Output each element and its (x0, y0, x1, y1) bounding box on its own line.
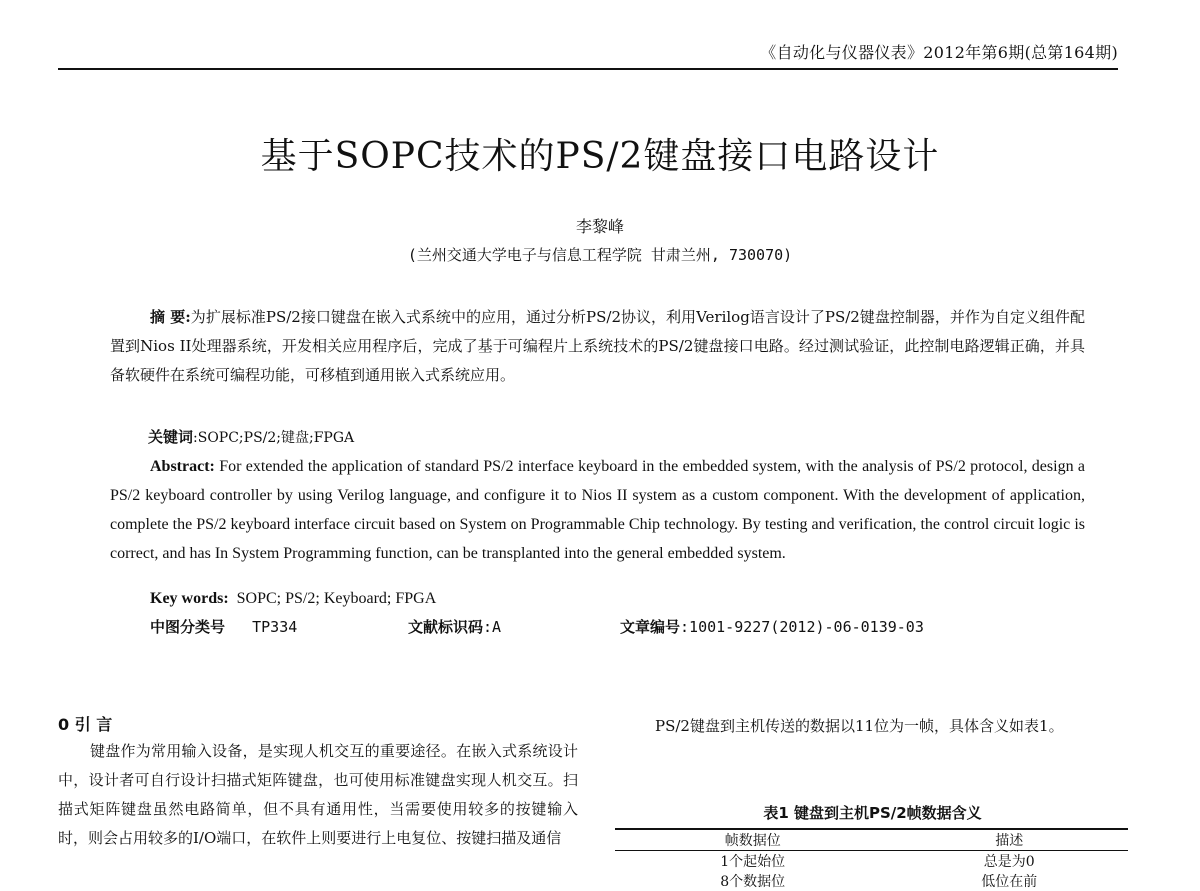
doc-label: 文献标识码 (408, 618, 484, 636)
abstract-cn-text: 为扩展标准PS/2接口键盘在嵌入式系统中的应用，通过分析PS/2协议，利用Verilog语言设计了PS/2键盘控制器，并作为自定义组件配置到Nios II处理器系统，开发相关应用程序后，完成了基于可编程片上系统技术的PS/2键盘接口电路。经过测试验证，此控制电路逻辑正确，并具备软硬件在系统可编程功能，可移植到通用嵌入式系统应用。 (110, 308, 1085, 384)
abstract-en-text: For extended the application of standard PS/2 interface keyboard in the embedded system, with the analysis of PS/2 protocol, design a PS/2 keyboard controller by using Verilog language, and configure it to Nios II system as a custom component. With the development of application, complete the PS/2 keyboard interface circuit based on System on Programmable Chip technology. By testing and verification, the control circuit logic is correct, and has In System Programming function, can be transplanted into the general embedded system. (110, 458, 1086, 562)
article-number (620, 616, 924, 637)
keywords-en (150, 590, 436, 608)
right-paragraph: PS/2键盘到主机传送的数据以11位为一帧，具体含义如表1。 (655, 717, 1064, 735)
table-header-row (615, 829, 1128, 851)
article-value: :1001-9227(2012)-06-0139-03 (680, 618, 924, 636)
table-header-cell: 帧数据位 (724, 833, 781, 849)
abstract-cn-label: 摘 要: (150, 308, 191, 326)
table-cell: 总是为0 (983, 854, 1035, 870)
table-header-cell: 描述 (995, 833, 1024, 849)
affiliation: (兰州交通大学电子与信息工程学院 甘肃兰州, 730070) (407, 246, 793, 264)
doc-value: :A (483, 618, 502, 636)
clc-value: TP334 (252, 618, 298, 636)
header-rule (58, 68, 1118, 70)
keywords-en-text: SOPC; PS/2; Keyboard; FPGA (236, 590, 437, 607)
table-row (615, 871, 1128, 891)
keywords-cn (148, 426, 354, 447)
abstract-en (110, 452, 1085, 568)
abstract-cn (110, 303, 1085, 390)
paper-title: 基于SOPC技术的PS/2键盘接口电路设计 (260, 136, 940, 177)
table-row (615, 851, 1128, 872)
table-cell: 8个数据位 (720, 874, 786, 890)
journal-header: 《自动化与仪器仪表》2012年第6期(总第164期) (760, 43, 1118, 62)
keywords-en-label: Key words: (150, 590, 229, 607)
intro-paragraph: 键盘作为常用输入设备，是实现人机交互的重要途径。在嵌入式系统设计中，设计者可自行设计扫描式矩阵键盘，也可使用标准键盘实现人机交互。扫描式矩阵键盘虽然电路简单，但不具有通用性，当需要使用较多的按键输入时，则会占用较多的I/O端口，在软件上则要进行上电复位、按键扫描及通信 (58, 742, 578, 847)
table-caption: 表1 键盘到主机PS/2帧数据含义 (763, 804, 982, 822)
doc-code (408, 616, 501, 637)
table-cell: 1个起始位 (720, 854, 786, 870)
abstract-en-label: Abstract: (150, 458, 215, 475)
author: 李黎峰 (575, 217, 624, 236)
frame-table (615, 828, 1128, 891)
table-cell: 低位在前 (981, 874, 1038, 890)
section-heading: 0 引 言 (58, 715, 113, 734)
keywords-cn-label: 关键词 (148, 428, 194, 446)
article-label: 文章编号 (620, 618, 681, 636)
clc-label: 中图分类号 (150, 618, 226, 636)
keywords-cn-text: :SOPC;PS/2;键盘;FPGA (193, 430, 355, 446)
clc-number (150, 616, 297, 637)
